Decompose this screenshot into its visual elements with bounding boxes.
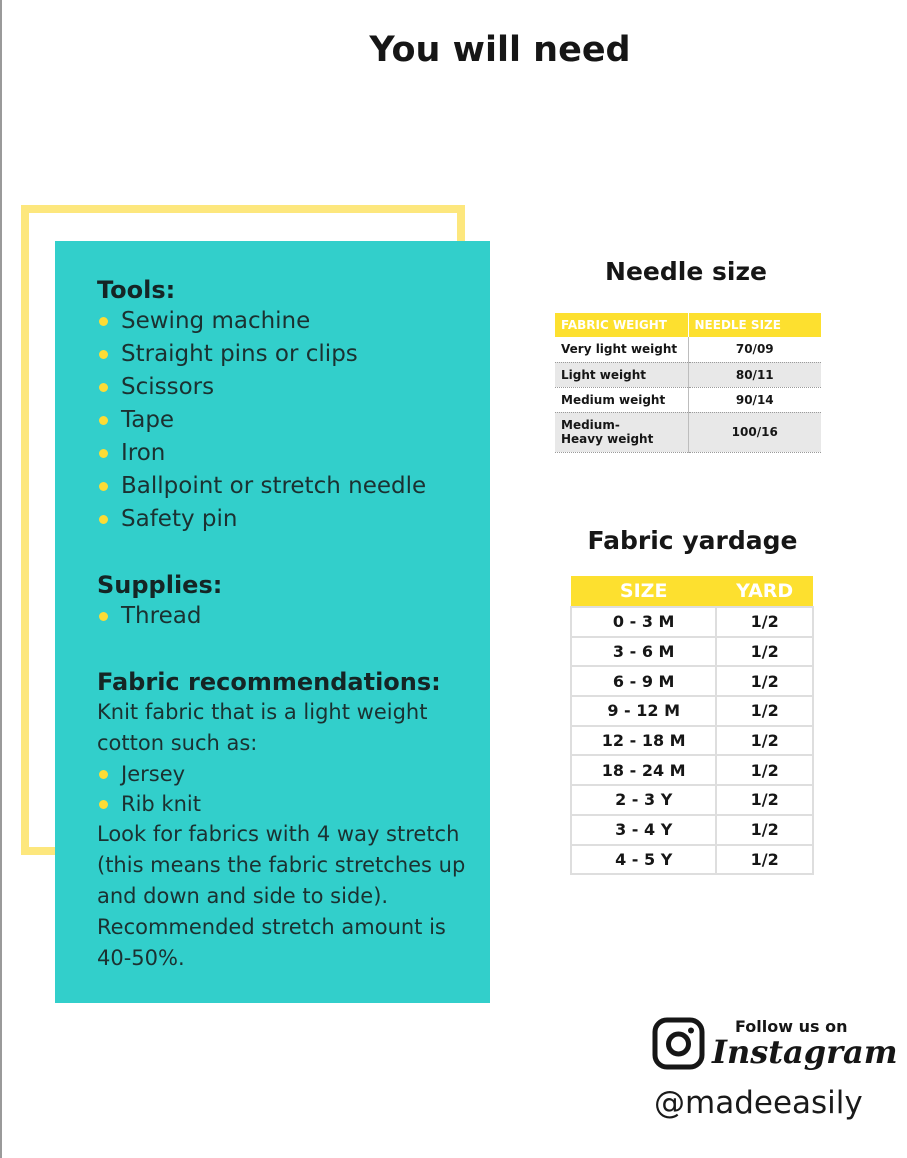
instagram-handle[interactable]: @madeeasily — [654, 1085, 863, 1121]
header-fabric-weight: FABRIC WEIGHT — [555, 313, 688, 337]
table-row — [571, 845, 813, 875]
needle-size-title: Needle size — [605, 257, 767, 286]
table-row — [571, 755, 813, 785]
tool-item: Ballpoint or stretch needle — [97, 470, 470, 503]
tool-item: Iron — [97, 437, 470, 470]
bullet-icon — [99, 482, 108, 491]
table-row — [571, 666, 813, 696]
fabric-item: Rib knit — [97, 789, 470, 819]
tool-item: Safety pin — [97, 503, 470, 536]
yard-cell: 1/2 — [716, 607, 813, 637]
yard-cell: 1/2 — [716, 815, 813, 845]
supplies-heading: Supplies: — [97, 571, 223, 599]
bullet-icon — [99, 449, 108, 458]
size-cell: 3 - 4 Y — [571, 815, 716, 845]
fabric-note: Look for fabrics with 4 way stretch (this means the fabric stretches up and down and side to side). Recommended stretch amount is 40-50%. — [97, 822, 466, 970]
fabric-weight-cell: Light weight — [555, 362, 688, 387]
needle-header-row — [555, 313, 821, 337]
table-row — [571, 696, 813, 726]
supply-item: Thread — [97, 600, 470, 633]
size-cell: 12 - 18 M — [571, 726, 716, 756]
table-row — [571, 637, 813, 667]
bullet-icon — [99, 350, 108, 359]
tool-item: Sewing machine — [97, 305, 470, 338]
bullet-icon — [99, 612, 108, 621]
header-needle-size: NEEDLE SIZE — [688, 313, 821, 337]
instagram-wordmark: Instagram — [712, 1033, 898, 1071]
materials-panel — [55, 241, 490, 1003]
size-cell: 9 - 12 M — [571, 696, 716, 726]
tool-item: Scissors — [97, 371, 470, 404]
size-cell: 4 - 5 Y — [571, 845, 716, 875]
yard-cell: 1/2 — [716, 726, 813, 756]
table-row — [555, 412, 821, 452]
fabric-weight-cell: Medium- Heavy weight — [555, 412, 688, 452]
fabric-weight-cell: Very light weight — [555, 337, 688, 362]
fabric-heading: Fabric recommendations: — [97, 668, 441, 696]
needle-size-table — [555, 313, 821, 453]
tools-heading: Tools: — [97, 276, 176, 304]
fabric-yardage-table — [570, 576, 814, 875]
yard-cell: 1/2 — [716, 637, 813, 667]
size-cell: 18 - 24 M — [571, 755, 716, 785]
bullet-icon — [99, 770, 108, 779]
bullet-icon — [99, 800, 108, 809]
fabric-yardage-title: Fabric yardage — [587, 526, 798, 555]
tool-item: Straight pins or clips — [97, 338, 470, 371]
bullet-icon — [99, 416, 108, 425]
table-row — [555, 337, 821, 362]
bullet-icon — [99, 515, 108, 524]
yellow-frame-right — [457, 205, 465, 243]
needle-size-cell: 90/14 — [688, 387, 821, 412]
yard-cell: 1/2 — [716, 696, 813, 726]
size-cell: 6 - 9 M — [571, 666, 716, 696]
table-row — [571, 726, 813, 756]
bullet-icon — [99, 383, 108, 392]
table-row — [555, 387, 821, 412]
fabric-weight-cell: Medium weight — [555, 387, 688, 412]
fabric-item: Jersey — [97, 759, 470, 789]
table-row — [571, 785, 813, 815]
fabric-intro: Knit fabric that is a light weight cotton such as: — [97, 700, 428, 755]
yard-cell: 1/2 — [716, 755, 813, 785]
table-row — [571, 815, 813, 845]
instagram-icon[interactable] — [652, 1017, 705, 1070]
size-cell: 3 - 6 M — [571, 637, 716, 667]
yard-cell: 1/2 — [716, 785, 813, 815]
table-row — [571, 607, 813, 637]
bullet-icon — [99, 317, 108, 326]
needle-size-cell: 100/16 — [688, 412, 821, 452]
size-cell: 0 - 3 M — [571, 607, 716, 637]
tool-item: Tape — [97, 404, 470, 437]
needle-size-cell: 80/11 — [688, 362, 821, 387]
yellow-frame-bottom — [21, 847, 57, 855]
page-title: You will need — [369, 30, 631, 70]
header-size: SIZE — [571, 576, 716, 607]
header-yard: YARD — [716, 576, 813, 607]
yard-cell: 1/2 — [716, 845, 813, 875]
table-row — [555, 362, 821, 387]
page-edge-rule — [0, 0, 2, 1158]
yardage-header-row — [571, 576, 813, 607]
size-cell: 2 - 3 Y — [571, 785, 716, 815]
needle-size-cell: 70/09 — [688, 337, 821, 362]
yard-cell: 1/2 — [716, 666, 813, 696]
follow-us-text: Follow us on — [735, 1017, 848, 1036]
